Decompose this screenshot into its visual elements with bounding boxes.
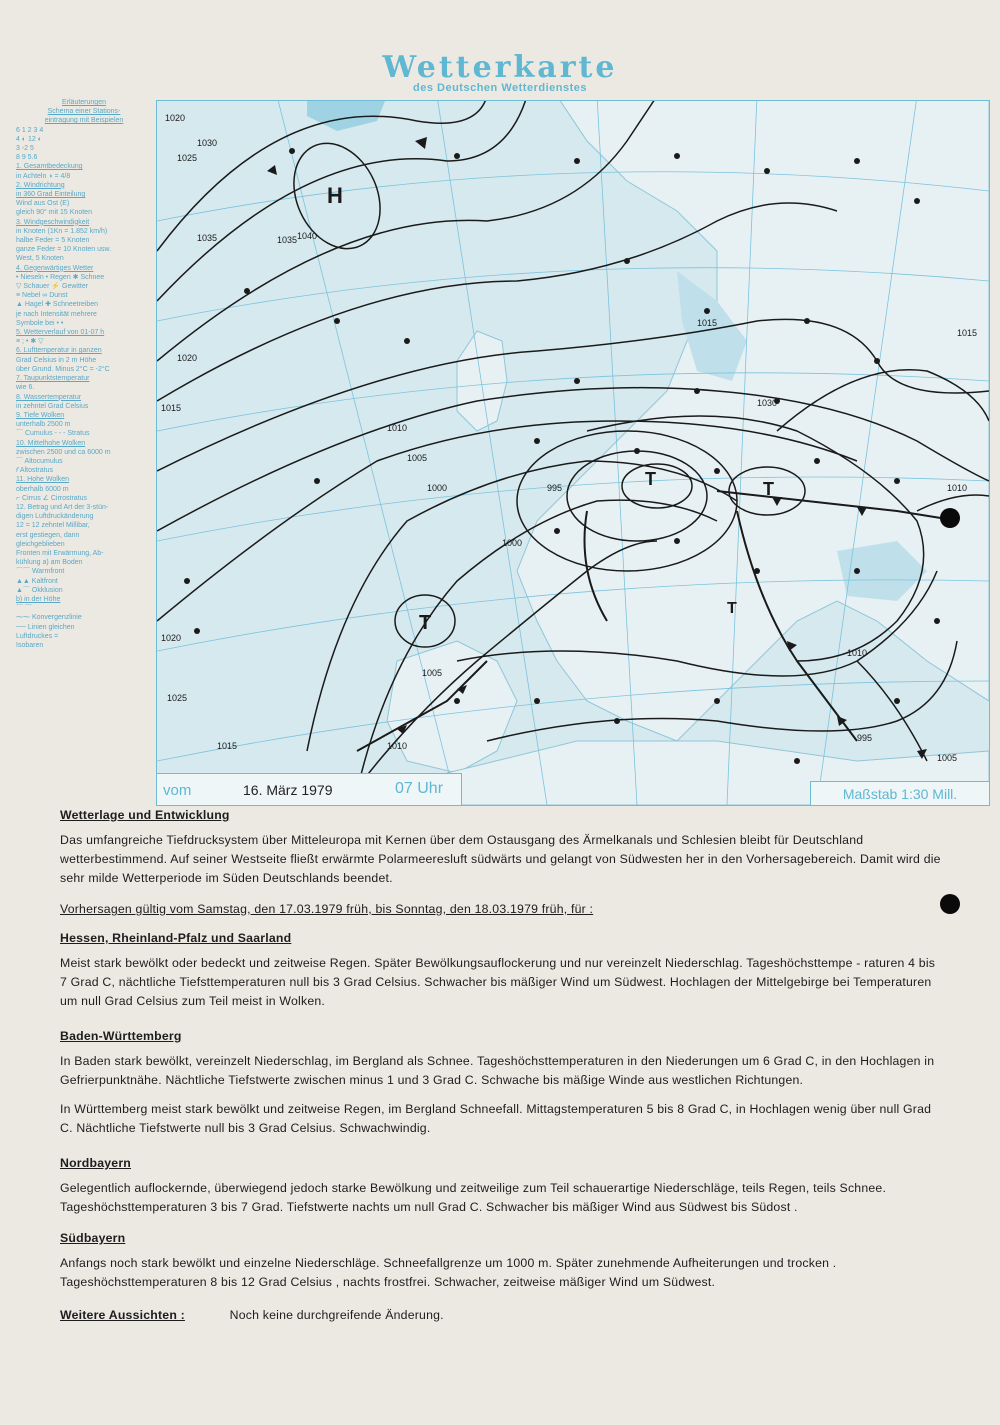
isobar-label: 1005	[937, 753, 958, 763]
legend-line: Wind aus Ost (E)	[16, 200, 70, 208]
isobar-label: 1000	[502, 538, 523, 548]
map-legend	[16, 98, 152, 798]
bw-text-wuerttemberg: In Württemberg meist stark bewölkt und zeitweise Regen, im Bergland Schneefall. Mittagstemperaturen 5 bis 8 Grad C, in Hochlagen wenig über null Grad C. Nächtliche Tiefstwerte null bis 3 Grad Celsius. Schwachwindig.	[60, 1102, 932, 1135]
isobar-label: 1015	[697, 318, 718, 328]
outlook-label: Weitere Aussichten :	[60, 1308, 185, 1322]
isobar-label: 1015	[161, 403, 182, 413]
weather-map-svg	[157, 101, 989, 805]
legend-line: ⌒⌒ Warmfront	[16, 568, 65, 576]
suedbayern-heading: Südbayern	[60, 1231, 126, 1245]
map-date-box	[157, 773, 462, 806]
nordbayern-heading: Nordbayern	[60, 1156, 132, 1170]
legend-line: 1. Gesamtbedeckung	[16, 163, 83, 171]
legend-line: 6. Lufttemperatur in ganzen	[16, 347, 102, 355]
high-pressure-label: H	[327, 183, 343, 208]
legend-line: eintragung mit Beispielen	[44, 117, 124, 125]
legend-line: oberhalb 6000 m	[16, 485, 69, 493]
legend-line: Grad Celsius in 2 m Höhe	[16, 356, 97, 364]
isobar-label: 1010	[847, 648, 868, 658]
legend-line: 2. Windrichtung	[16, 181, 65, 189]
legend-line: gleich 90° mit 15 Knoten	[16, 209, 92, 217]
low-pressure-label: T	[763, 479, 774, 499]
legend-line: Symbole bei • •	[16, 319, 64, 327]
low-pressure-label: T	[727, 600, 737, 617]
legend-line: in zehntel Grad Celsius	[16, 402, 89, 410]
isobar-label: 1020	[177, 353, 198, 363]
isobar-label: 1020	[165, 113, 186, 123]
legend-line: ⁓⁓ Konvergenzlinie	[16, 614, 82, 622]
punch-hole	[940, 508, 960, 528]
isobar-label: 1025	[167, 693, 188, 703]
nordbayern-text: Gelegentlich auflockernde, überwiegend jedoch starke Bewölkung und zeitweilige zum Teil schauerartige Niederschläge, teils Regen, teils Schnee. Tageshöchsttemperaturen 3 bis 7 Grad. Tiefstwerte nachts um null Grad C. Schwacher bis mäßiger Wind aus Südwest bis Südost .	[60, 1181, 887, 1214]
legend-line: erst gestiegen, dann	[16, 531, 80, 539]
legend-line: 11. Hohe Wolken	[16, 476, 70, 484]
legend-line: ≡ ; • ✱ ▽	[16, 338, 44, 346]
vorhersage-heading: Vorhersagen gültig vom Samstag, den 17.03.1979 früh, bis Sonntag, den 18.03.1979 früh, für :	[60, 902, 594, 916]
legend-line: ganze Feder = 10 Knoten usw.	[16, 246, 112, 254]
page-title: Wetterkarte	[382, 50, 618, 85]
isobar-label: 1010	[387, 741, 408, 751]
legend-line: 10. Mittelhohe Wolken	[16, 439, 86, 447]
legend-line: ⌒ ⌒	[16, 605, 32, 613]
legend-line: wie 6.	[16, 384, 35, 392]
hessen-heading: Hessen, Rheinland-Pfalz und Saarland	[60, 931, 292, 945]
legend-line: digen Luftdruckänderung	[16, 513, 94, 521]
wetterlage-text: Das umfangreiche Tiefdrucksystem über Mitteleuropa mit Kernen über dem Ostausgang des Ärmelkanals und Schlesien bleibt für Deutschland wetterbestimmend. Auf seiner Westseite fließt erwärmte Polarmeeresluft südwärts und gelangt von Südwesten her in den Vorhersagebereich. Damit wird die sehr milde Wetterperiode im Süden Deutschlands beendet.	[60, 833, 941, 885]
legend-line: ⌐ Cirrus ∠ Cirrostratus	[16, 494, 88, 502]
legend-line: in 360 Grad Einteilung	[16, 191, 86, 199]
legend-line: ▲ Hagel ✚ Schneetreiben	[16, 301, 99, 309]
legend-line: 3 -2 5	[16, 145, 34, 153]
legend-line: in Knoten (1Kn = 1.852 km/h)	[16, 227, 108, 235]
isobar-label: 1030	[757, 398, 778, 408]
legend-line: 3. Windgeschwindigkeit	[16, 218, 90, 226]
legend-line: halbe Feder = 5 Knoten	[16, 237, 90, 245]
isobar-label: 1010	[947, 483, 968, 493]
legend-line: in Achteln ◑ = 4/8	[16, 172, 71, 180]
legend-line: 8. Wassertemperatur	[16, 393, 82, 401]
legend-line: 8 9 5.6	[16, 154, 38, 162]
isobar-label: 995	[547, 483, 563, 493]
legend-line: kühlung a) am Boden	[16, 559, 83, 567]
legend-line: ▽ Schauer ⚡ Gewitter	[16, 283, 89, 291]
map-time: 07 Uhr	[395, 780, 444, 797]
legend-line: je nach Intensität mehrere	[16, 310, 97, 318]
legend-line: ≡ Nebel ∞ Dunst	[16, 292, 68, 300]
legend-line: ▲⌒ Okklusion	[16, 586, 63, 594]
legend-line: unterhalb 2500 m	[16, 421, 71, 429]
wetterlage-heading: Wetterlage und Entwicklung	[60, 808, 230, 822]
bw-heading: Baden-Württemberg	[60, 1029, 182, 1043]
isobar-label: 1020	[161, 633, 182, 643]
forecast-text	[60, 806, 945, 1325]
legend-line: 9. Tiefe Wolken	[16, 411, 65, 419]
legend-line: b) in der Höhe	[16, 595, 61, 603]
map-date: 16. März 1979	[243, 782, 333, 798]
legend-line: zwischen 2500 und ca 6000 m	[16, 448, 111, 456]
isobar-label: 1005	[422, 668, 443, 678]
low-pressure-label: T	[645, 469, 656, 489]
legend-line: Luftdruckes =	[16, 632, 59, 640]
isobar-label: 1015	[217, 741, 238, 751]
legend-line: ▲▲ Kaltfront	[16, 577, 58, 585]
legend-line: Schema einer Stations-	[47, 108, 121, 116]
legend-line: gleichgeblieben	[16, 540, 65, 548]
isobar-label: 1035	[197, 233, 218, 243]
legend-line: ⌒ Altocumulus	[16, 457, 63, 465]
map-scale: Maßstab 1:30 Mill.	[810, 781, 989, 806]
bw-text-baden: In Baden stark bewölkt, vereinzelt Niederschlag, im Bergland als Schnee. Tageshöchsttemperaturen in den Niederungen um 6 Grad C, in den Hochlagen in Gefrierpunktnähe. Nächtliche Tiefstwerte zwischen minus 1 und 3 Grad C. Schwache bis mäßige Winde aus westlichen Richtungen.	[60, 1054, 935, 1087]
legend-line: Erläuterungen	[62, 99, 106, 106]
outlook-text: Noch keine durchgreifende Änderung.	[229, 1308, 444, 1322]
legend-line: 4. Gegenwärtiges Wetter	[16, 264, 94, 272]
hessen-text: Meist stark bewölkt oder bedeckt und zeitweise Regen. Später Bewölkungsauflockerung und nur vereinzelt Niederschlag. Tageshöchsttempe - raturen 4 bis 7 Grad C, nächtliche Tiefsttemperaturen null bis 3 Grad Celsius. Schwacher bis mäßiger Wind um Südwest. Hochlagen der Mittelgebirge bei Temperaturen um null Grad Celsius zum Teil meist in Wolken.	[60, 956, 936, 1008]
legend-line: ⁄⁄ Altostratus	[16, 467, 53, 475]
legend-line: • Nieseln • Regen ✱ Schnee	[16, 273, 105, 281]
legend-line: 12 = 12 zehntel Millibar,	[16, 522, 90, 530]
isobar-label: 1030	[197, 138, 218, 148]
legend-line: West, 5 Knoten	[16, 255, 64, 263]
legend-line: Isobaren	[16, 641, 44, 649]
outlook-row	[60, 1306, 945, 1325]
legend-line: 7. Taupunktstemperatur	[16, 375, 90, 383]
isobar-label: 1010	[387, 423, 408, 433]
legend-line: 6 1 2 3 4	[16, 126, 44, 134]
legend-line: Fronten mit Erwärmung, Ab-	[16, 549, 104, 557]
isobar-label: 1040	[297, 231, 318, 241]
isobar-label: 1000	[427, 483, 448, 493]
date-prefix: vom	[163, 782, 192, 799]
legend-line: ── Linien gleichen	[16, 623, 75, 631]
legend-line: ⌒ Cumulus - - - Stratus	[16, 430, 90, 438]
land-iberia	[387, 641, 517, 773]
legend-line: 12. Betrag und Art der 3-stün-	[16, 503, 109, 511]
weather-map	[156, 100, 990, 806]
legend-line: über Grund. Minus 2°C = -2°C	[16, 365, 110, 373]
legend-line: 5. Wetterverlauf von 01-07 h	[16, 329, 105, 337]
low-pressure-label: T	[419, 612, 432, 634]
suedbayern-text: Anfangs noch stark bewölkt und einzelne Niederschläge. Schneefallgrenze um 1000 m. Später zunehmende Aufheiterungen und trocken . Tageshöchsttemperaturen 8 bis 12 Grad Celsius , nachts frostfrei. Schwacher, zeitweise mäßiger Wind um Südwest.	[60, 1256, 837, 1289]
isobar-label: 1035	[277, 235, 298, 245]
legend-line: 4 ◐ 12 ◐	[16, 135, 42, 143]
land-britain	[457, 331, 507, 431]
isobar-label: 1015	[957, 328, 978, 338]
isobar-label: 995	[857, 733, 873, 743]
isobar-label: 1025	[177, 153, 198, 163]
isobar-label: 1005	[407, 453, 428, 463]
page-subtitle: des Deutschen Wetterdienstes	[413, 82, 587, 94]
